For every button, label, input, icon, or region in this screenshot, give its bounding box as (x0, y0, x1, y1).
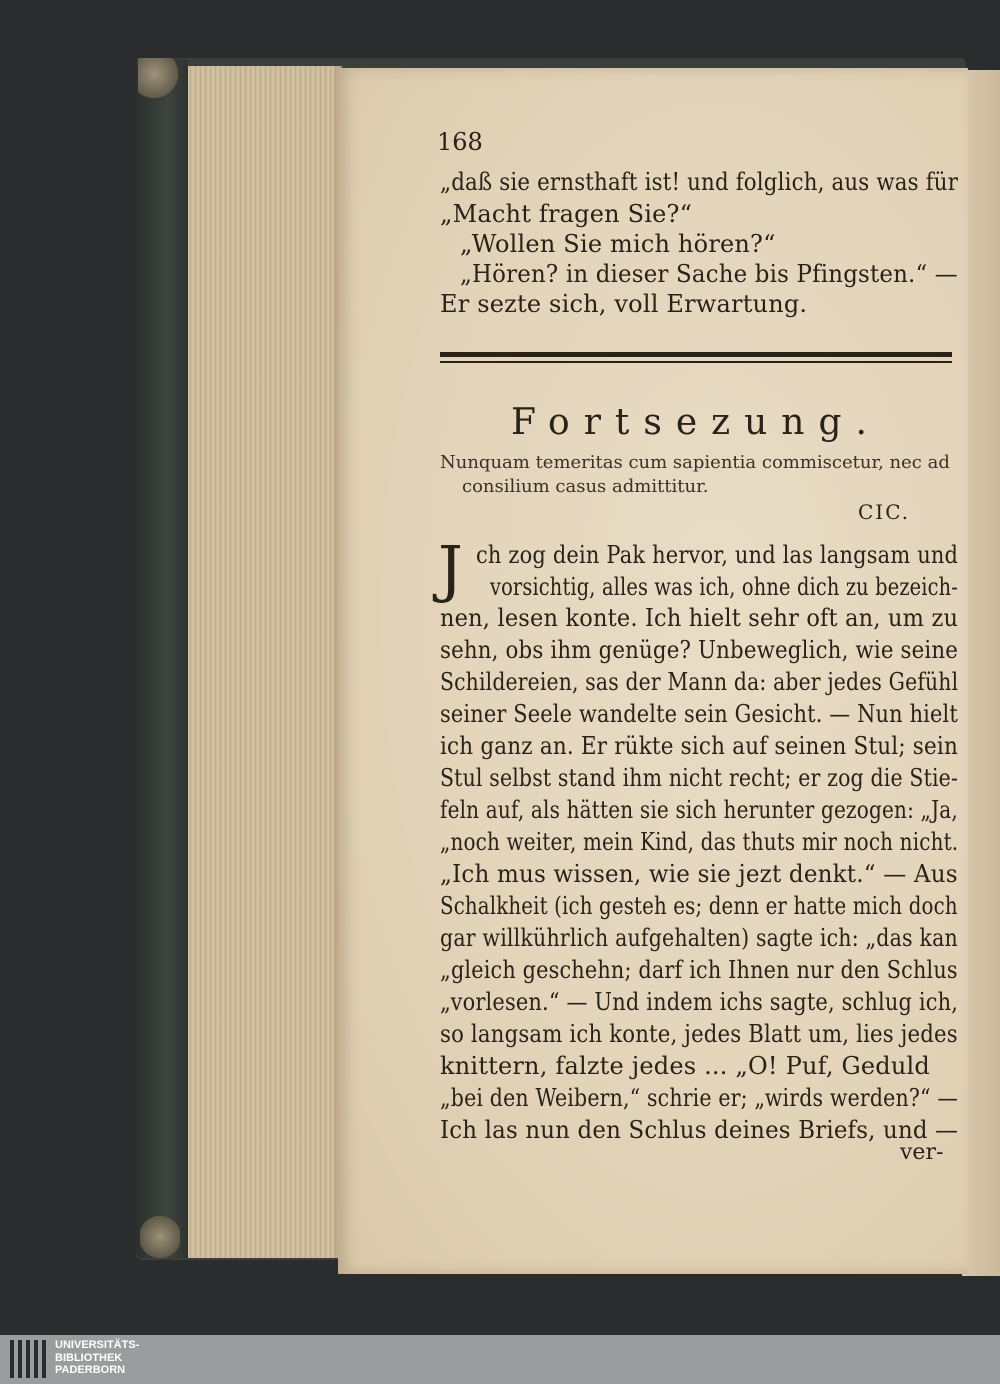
text-line: „daß sie ernsthaft ist! und folglich, aus was für (440, 168, 959, 196)
worn-corner-bottom (140, 1215, 180, 1259)
body-line: so langsam ich konte, jedes Blatt um, lies jedes (440, 1020, 958, 1048)
catchword: ver- (900, 1140, 944, 1165)
body-line: ch zog dein Pak hervor, und las langsam und (476, 541, 959, 569)
library-footer-bar (0, 1335, 1000, 1384)
body-line: „gleich geschehn; darf ich Ihnen nur den Schlus (440, 956, 958, 984)
section-heading: Fortsezung. (511, 402, 881, 443)
logo-line: BIBLIOTHEK (55, 1351, 123, 1364)
drop-cap: J (438, 532, 463, 605)
body-line: Ich las nun den Schlus deines Briefs, und — (440, 1116, 959, 1144)
body-line: gar willkührlich aufgehalten) sagte ich: „das kan (440, 924, 958, 952)
body-line: „bei den Weibern,“ schrie er; „wirds werden?“ — (440, 1084, 959, 1112)
body-line: „vorlesen.“ — Und indem ichs sagte, schlug ich, (440, 988, 959, 1016)
body-line: Stul selbst stand ihm nicht recht; er zog die Stie- (440, 764, 959, 792)
section-rule-thin (440, 361, 952, 363)
page-number: 168 (437, 128, 483, 156)
body-line: feln auf, als hätten sie sich herunter gezogen: „Ja, (440, 796, 958, 824)
library-logo-icon (10, 1340, 46, 1378)
section-rule (440, 352, 952, 357)
body-line: seiner Seele wandelte sein Gesicht. — Nun hielt (440, 700, 958, 728)
motto-line: Nunquam temeritas cum sapientia commiscetur, nec ad (440, 452, 950, 473)
page-edges (182, 66, 342, 1258)
logo-line: PADERBORN (55, 1364, 126, 1376)
text-line: „Wollen Sie mich hören?“ (460, 230, 776, 258)
motto-line: consilium casus admittitur. (462, 476, 709, 497)
body-line: „noch weiter, mein Kind, das thuts mir noch nicht. (440, 828, 959, 856)
body-line: Schalkheit (ich gesteh es; denn er hatte mich doch (440, 892, 958, 920)
logo-line: UNIVERSITÄTS- (55, 1339, 140, 1351)
body-line: vorsichtig, alles was ich, ohne dich zu bezeich- (490, 573, 959, 601)
body-line: Schildereien, sas der Mann da: aber jedes Gefühl (440, 668, 959, 696)
worn-corner-top (138, 58, 178, 98)
text-line: Er sezte sich, voll Erwartung. (440, 290, 808, 318)
book-cover-spine (136, 60, 188, 1258)
text-line: „Macht fragen Sie?“ (440, 200, 693, 228)
motto-author: CIC. (858, 500, 911, 524)
body-line: knittern, falzte jedes ... „O! Puf, Geduld (440, 1052, 930, 1080)
body-line: „Ich mus wissen, wie sie jezt denkt.“ — Aus (440, 860, 958, 888)
library-logo-text (55, 1339, 139, 1377)
body-line: ich ganz an. Er rükte sich auf seinen Stul; sein (440, 732, 958, 760)
body-line: nen, lesen konte. Ich hielt sehr oft an, um zu (440, 604, 959, 632)
body-line: sehn, obs ihm genüge? Unbeweglich, wie seine (440, 636, 959, 664)
text-line: „Hören? in dieser Sache bis Pfingsten.“ — (460, 260, 958, 288)
